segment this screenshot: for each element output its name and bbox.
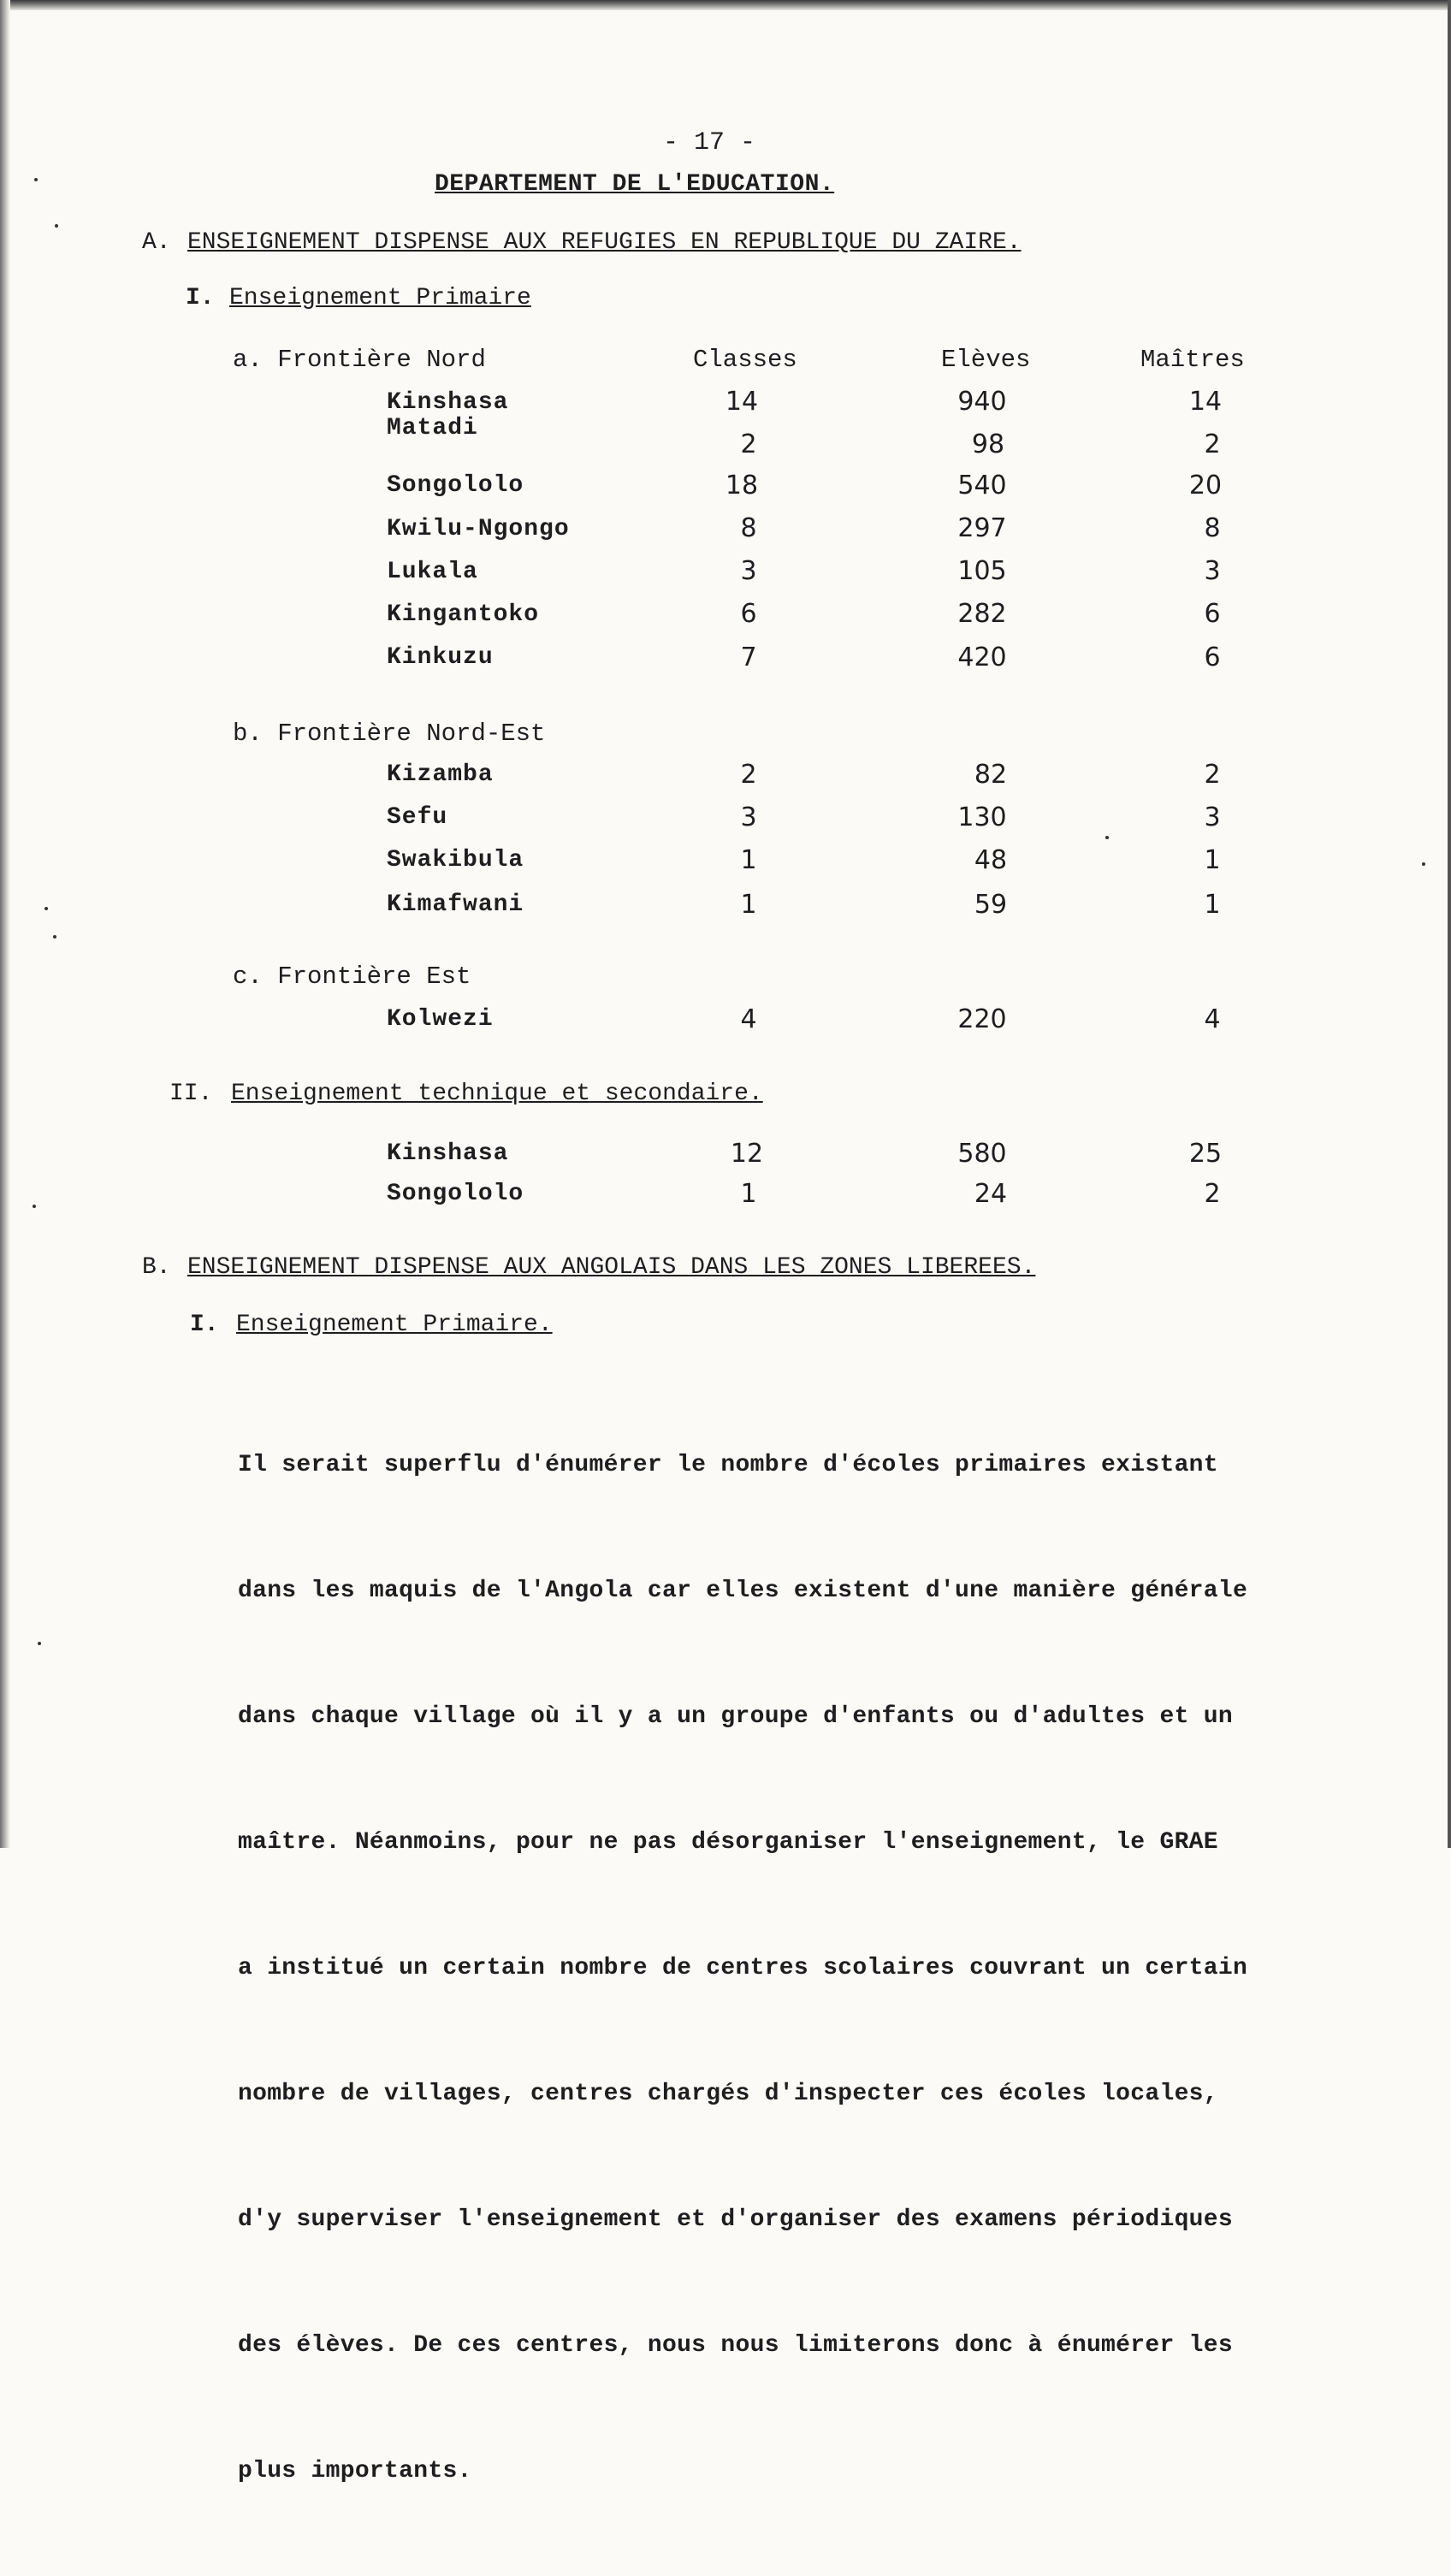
paragraph-line: nombre de villages, centres chargés d'inspecter ces écoles locales, bbox=[238, 2081, 1218, 2107]
row-classes: 1 bbox=[740, 1179, 757, 1209]
row-eleves: 105 bbox=[957, 556, 1007, 586]
row-name: Lukala bbox=[387, 559, 478, 585]
row-maitres: 25 bbox=[1188, 1139, 1223, 1169]
technical-heading: Enseignement technique et secondaire. bbox=[231, 1081, 763, 1107]
paragraph-line: Il serait superflu d'énumérer le nombre d'écoles primaires existant bbox=[238, 1452, 1218, 1478]
paragraph-line: maître. Néanmoins, pour ne pas désorganiser l'enseignement, le GRAE bbox=[238, 1829, 1218, 1856]
row-eleves: 282 bbox=[957, 599, 1007, 629]
row-eleves: 48 bbox=[974, 845, 1008, 875]
primary-heading: Enseignement Primaire bbox=[229, 285, 531, 311]
row-maitres: 3 bbox=[1204, 556, 1221, 586]
scan-speck bbox=[1422, 862, 1425, 866]
section-b-primary-heading: Enseignement Primaire. bbox=[236, 1312, 553, 1338]
row-name: Kizamba bbox=[387, 761, 494, 788]
row-name: Kingantoko bbox=[387, 601, 540, 628]
row-maitres: 2 bbox=[1204, 1179, 1221, 1209]
group-a-label: a. Frontière Nord bbox=[233, 346, 486, 374]
header-classes: Classes bbox=[693, 346, 797, 374]
row-name: Sefu bbox=[387, 804, 448, 831]
row-name: Matadi bbox=[387, 415, 478, 441]
row-maitres: 4 bbox=[1204, 1004, 1221, 1034]
row-classes: 2 bbox=[740, 760, 757, 790]
scan-speck bbox=[1105, 836, 1109, 839]
page-number: - 17 - bbox=[663, 128, 756, 157]
row-maitres: 3 bbox=[1204, 802, 1221, 832]
paragraph-line: d'y superviser l'enseignement et d'organiser des examens périodiques bbox=[238, 2206, 1233, 2233]
section-a-title: ENSEIGNEMENT DISPENSE AUX REFUGIES EN REPUBLIQUE DU ZAIRE. bbox=[187, 229, 1022, 256]
row-classes: 6 bbox=[740, 599, 757, 629]
paragraph-line: des élèves. De ces centres, nous nous limiterons donc à énumérer les bbox=[238, 2332, 1233, 2359]
row-maitres: 1 bbox=[1204, 890, 1221, 920]
paragraph-line: dans chaque village où il y a un groupe d'enfants ou d'adultes et un bbox=[238, 1703, 1233, 1730]
row-maitres: 6 bbox=[1204, 599, 1221, 629]
row-maitres: 1 bbox=[1204, 845, 1221, 875]
row-classes: 7 bbox=[740, 643, 757, 672]
row-name: Kinshasa bbox=[387, 389, 509, 416]
row-maitres: 2 bbox=[1204, 760, 1221, 790]
row-eleves: 580 bbox=[957, 1139, 1007, 1169]
row-classes: 3 bbox=[740, 556, 757, 586]
row-classes: 8 bbox=[740, 513, 757, 543]
technical-roman: II. bbox=[169, 1081, 213, 1107]
row-maitres: 20 bbox=[1188, 471, 1223, 500]
paragraph-line: a institué un certain nombre de centres scolaires couvrant un certain bbox=[238, 1955, 1248, 1981]
scan-speck bbox=[44, 907, 48, 910]
scan-speck bbox=[34, 178, 38, 181]
group-c-label: c. Frontière Est bbox=[233, 962, 471, 991]
paragraph-line: dans les maquis de l'Angola car elles existent d'une manière générale bbox=[238, 1578, 1248, 1604]
scan-right-edge bbox=[1448, 0, 1451, 1848]
scan-top-edge bbox=[0, 0, 1451, 10]
row-classes: 3 bbox=[740, 802, 757, 832]
row-name: Songololo bbox=[387, 1181, 524, 1207]
row-eleves: 82 bbox=[974, 760, 1008, 790]
row-eleves: 420 bbox=[957, 643, 1007, 672]
row-maitres: 14 bbox=[1188, 387, 1223, 417]
row-maitres: 2 bbox=[1204, 429, 1221, 459]
row-eleves: 297 bbox=[957, 513, 1007, 543]
row-name: Songololo bbox=[387, 472, 524, 499]
row-maitres: 6 bbox=[1204, 643, 1221, 672]
section-a-letter: A. bbox=[142, 229, 171, 256]
row-classes: 1 bbox=[740, 890, 757, 920]
row-maitres: 8 bbox=[1204, 513, 1221, 543]
scan-speck bbox=[53, 935, 56, 939]
row-name: Swakibula bbox=[387, 847, 524, 873]
header-maitres: Maîtres bbox=[1140, 346, 1245, 374]
scan-speck bbox=[55, 224, 58, 228]
row-eleves: 59 bbox=[974, 890, 1008, 920]
row-classes: 14 bbox=[725, 387, 759, 417]
row-classes: 12 bbox=[730, 1139, 764, 1169]
paragraph-line: plus importants. bbox=[238, 2458, 472, 2484]
section-b-letter: B. bbox=[142, 1254, 171, 1281]
row-eleves: 130 bbox=[957, 802, 1007, 832]
section-b-primary-roman: I. bbox=[190, 1312, 219, 1338]
department-title: DEPARTEMENT DE L'EDUCATION. bbox=[435, 171, 835, 198]
row-name: Kwilu-Ngongo bbox=[387, 516, 570, 542]
row-eleves: 24 bbox=[974, 1179, 1008, 1209]
row-eleves: 220 bbox=[957, 1004, 1007, 1034]
primary-roman: I. bbox=[186, 285, 215, 311]
row-eleves: 940 bbox=[957, 387, 1007, 417]
scan-left-edge bbox=[0, 0, 10, 1848]
row-name: Kinkuzu bbox=[387, 644, 494, 671]
row-classes: 1 bbox=[740, 845, 757, 875]
group-b-label: b. Frontière Nord-Est bbox=[233, 720, 546, 748]
row-name: Kimafwani bbox=[387, 891, 524, 918]
row-eleves: 98 bbox=[971, 429, 1005, 459]
row-name: Kinshasa bbox=[387, 1140, 509, 1167]
header-eleves: Elèves bbox=[941, 346, 1031, 374]
row-classes: 4 bbox=[740, 1004, 757, 1034]
scan-speck bbox=[38, 1642, 41, 1645]
section-b-title: ENSEIGNEMENT DISPENSE AUX ANGOLAIS DANS LES ZONES LIBEREES. bbox=[187, 1254, 1036, 1281]
row-eleves: 540 bbox=[957, 471, 1007, 500]
row-name: Kolwezi bbox=[387, 1006, 494, 1033]
row-classes: 18 bbox=[725, 471, 759, 500]
row-classes: 2 bbox=[740, 429, 757, 459]
scan-speck bbox=[33, 1205, 36, 1208]
body-paragraph bbox=[238, 1360, 1247, 2576]
